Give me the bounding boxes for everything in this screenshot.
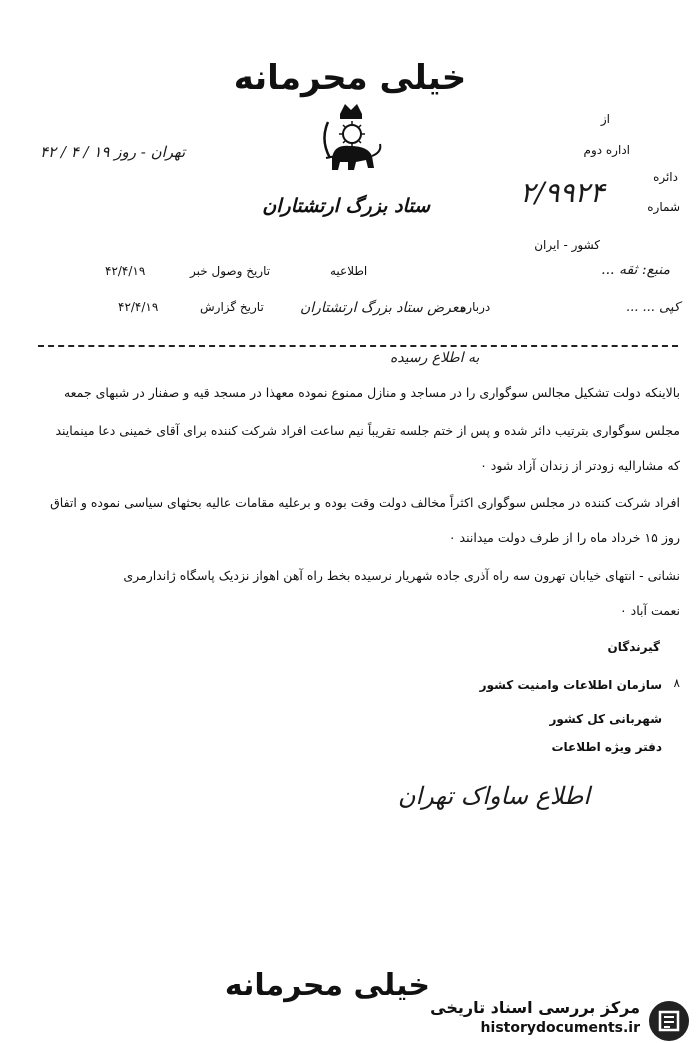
watermark-url: historydocuments.ir bbox=[480, 1020, 640, 1036]
from-label: از bbox=[600, 112, 610, 126]
received-date-label: تاریخ وصول خبر bbox=[190, 264, 271, 278]
archive-watermark bbox=[410, 1000, 690, 1040]
body-line-6: نشانی - انتهای خیابان تهرون سه راه آذری جاده شهریار نرسیده بخط راه آهن اهواز نزدیک پاسگاه ژاندارمری bbox=[123, 568, 680, 583]
recipients-heading: گیرندگان bbox=[607, 640, 660, 654]
body-line-4: افراد شرکت کننده در مجلس سوگواری اکثراً مخالف دولت وقت بوده و برعلیه مقامات عالیه بحثهای سیاسی نموده و اتفاق bbox=[50, 495, 680, 510]
organization-name: ستاد بزرگ ارتشتاران bbox=[262, 195, 430, 217]
report-type: اطلاعیه bbox=[330, 264, 368, 278]
country-line: کشور - ایران bbox=[534, 238, 600, 252]
number-label: شماره bbox=[647, 200, 680, 214]
body-line-3: که مشارالیه زودتر از زندان آزاد شود ۰ bbox=[480, 458, 680, 473]
handwritten-note: اطلاع ساواک تهران bbox=[397, 782, 590, 810]
classification-heading: خیلی محرمانه bbox=[233, 58, 467, 98]
body-line-5: روز ۱۵ خرداد ماه را از طرف دولت میدانند ۰ bbox=[448, 530, 680, 545]
place-and-date: تهران - روز ۱۹ / ۴ / ۴۲ bbox=[40, 143, 186, 161]
recipient-1: سازمان اطلاعات وامنیت کشور bbox=[479, 678, 662, 692]
body-line-7: نعمت آباد ۰ bbox=[619, 603, 680, 618]
body-line-2: مجلس سوگواری بترتیب دائر شده و پس از ختم جلسه تقریباً نیم ساعت افراد شرکت کننده برای آقای خمینی دعا مینمایند bbox=[55, 423, 680, 438]
separator-line bbox=[38, 345, 678, 347]
handwritten-heading: به اطلاع رسیده bbox=[390, 350, 480, 366]
side-note: کپی ... ... bbox=[625, 300, 680, 315]
watermark-name: مرکز بررسی اسناد تاریخی bbox=[430, 998, 640, 1017]
source-line: منبع: ثقه ... bbox=[601, 262, 670, 278]
body-line-1: بالاینکه دولت تشکیل مجالس سوگواری را در مساجد و منازل ممنوع نموده معهذا در مسجد قیه و صفنار در شبهای جمعه bbox=[63, 385, 680, 400]
recipient-1-number: ۸ bbox=[673, 676, 680, 690]
report-date-value: ۴۲/۴/۱۹ bbox=[118, 300, 159, 314]
received-date-value: ۴۲/۴/۱۹ bbox=[105, 264, 146, 278]
number-value: ۲/۹۹۲۴ bbox=[520, 176, 605, 209]
archive-logo-icon bbox=[648, 1000, 690, 1042]
recipient-3: دفتر ویژه اطلاعات bbox=[551, 740, 662, 754]
lion-and-sun-emblem bbox=[312, 100, 390, 178]
classification-footer: خیلی محرمانه bbox=[224, 968, 430, 1003]
about-label: درباره bbox=[460, 300, 491, 314]
recipient-2: شهربانی کل کشور bbox=[549, 712, 662, 726]
department-label: اداره دوم bbox=[583, 143, 630, 157]
report-date-label: تاریخ گزارش bbox=[200, 300, 264, 314]
division-label: دائره bbox=[653, 170, 678, 184]
about-value: معرض ستاد بزرگ ارتشتاران bbox=[300, 300, 467, 316]
